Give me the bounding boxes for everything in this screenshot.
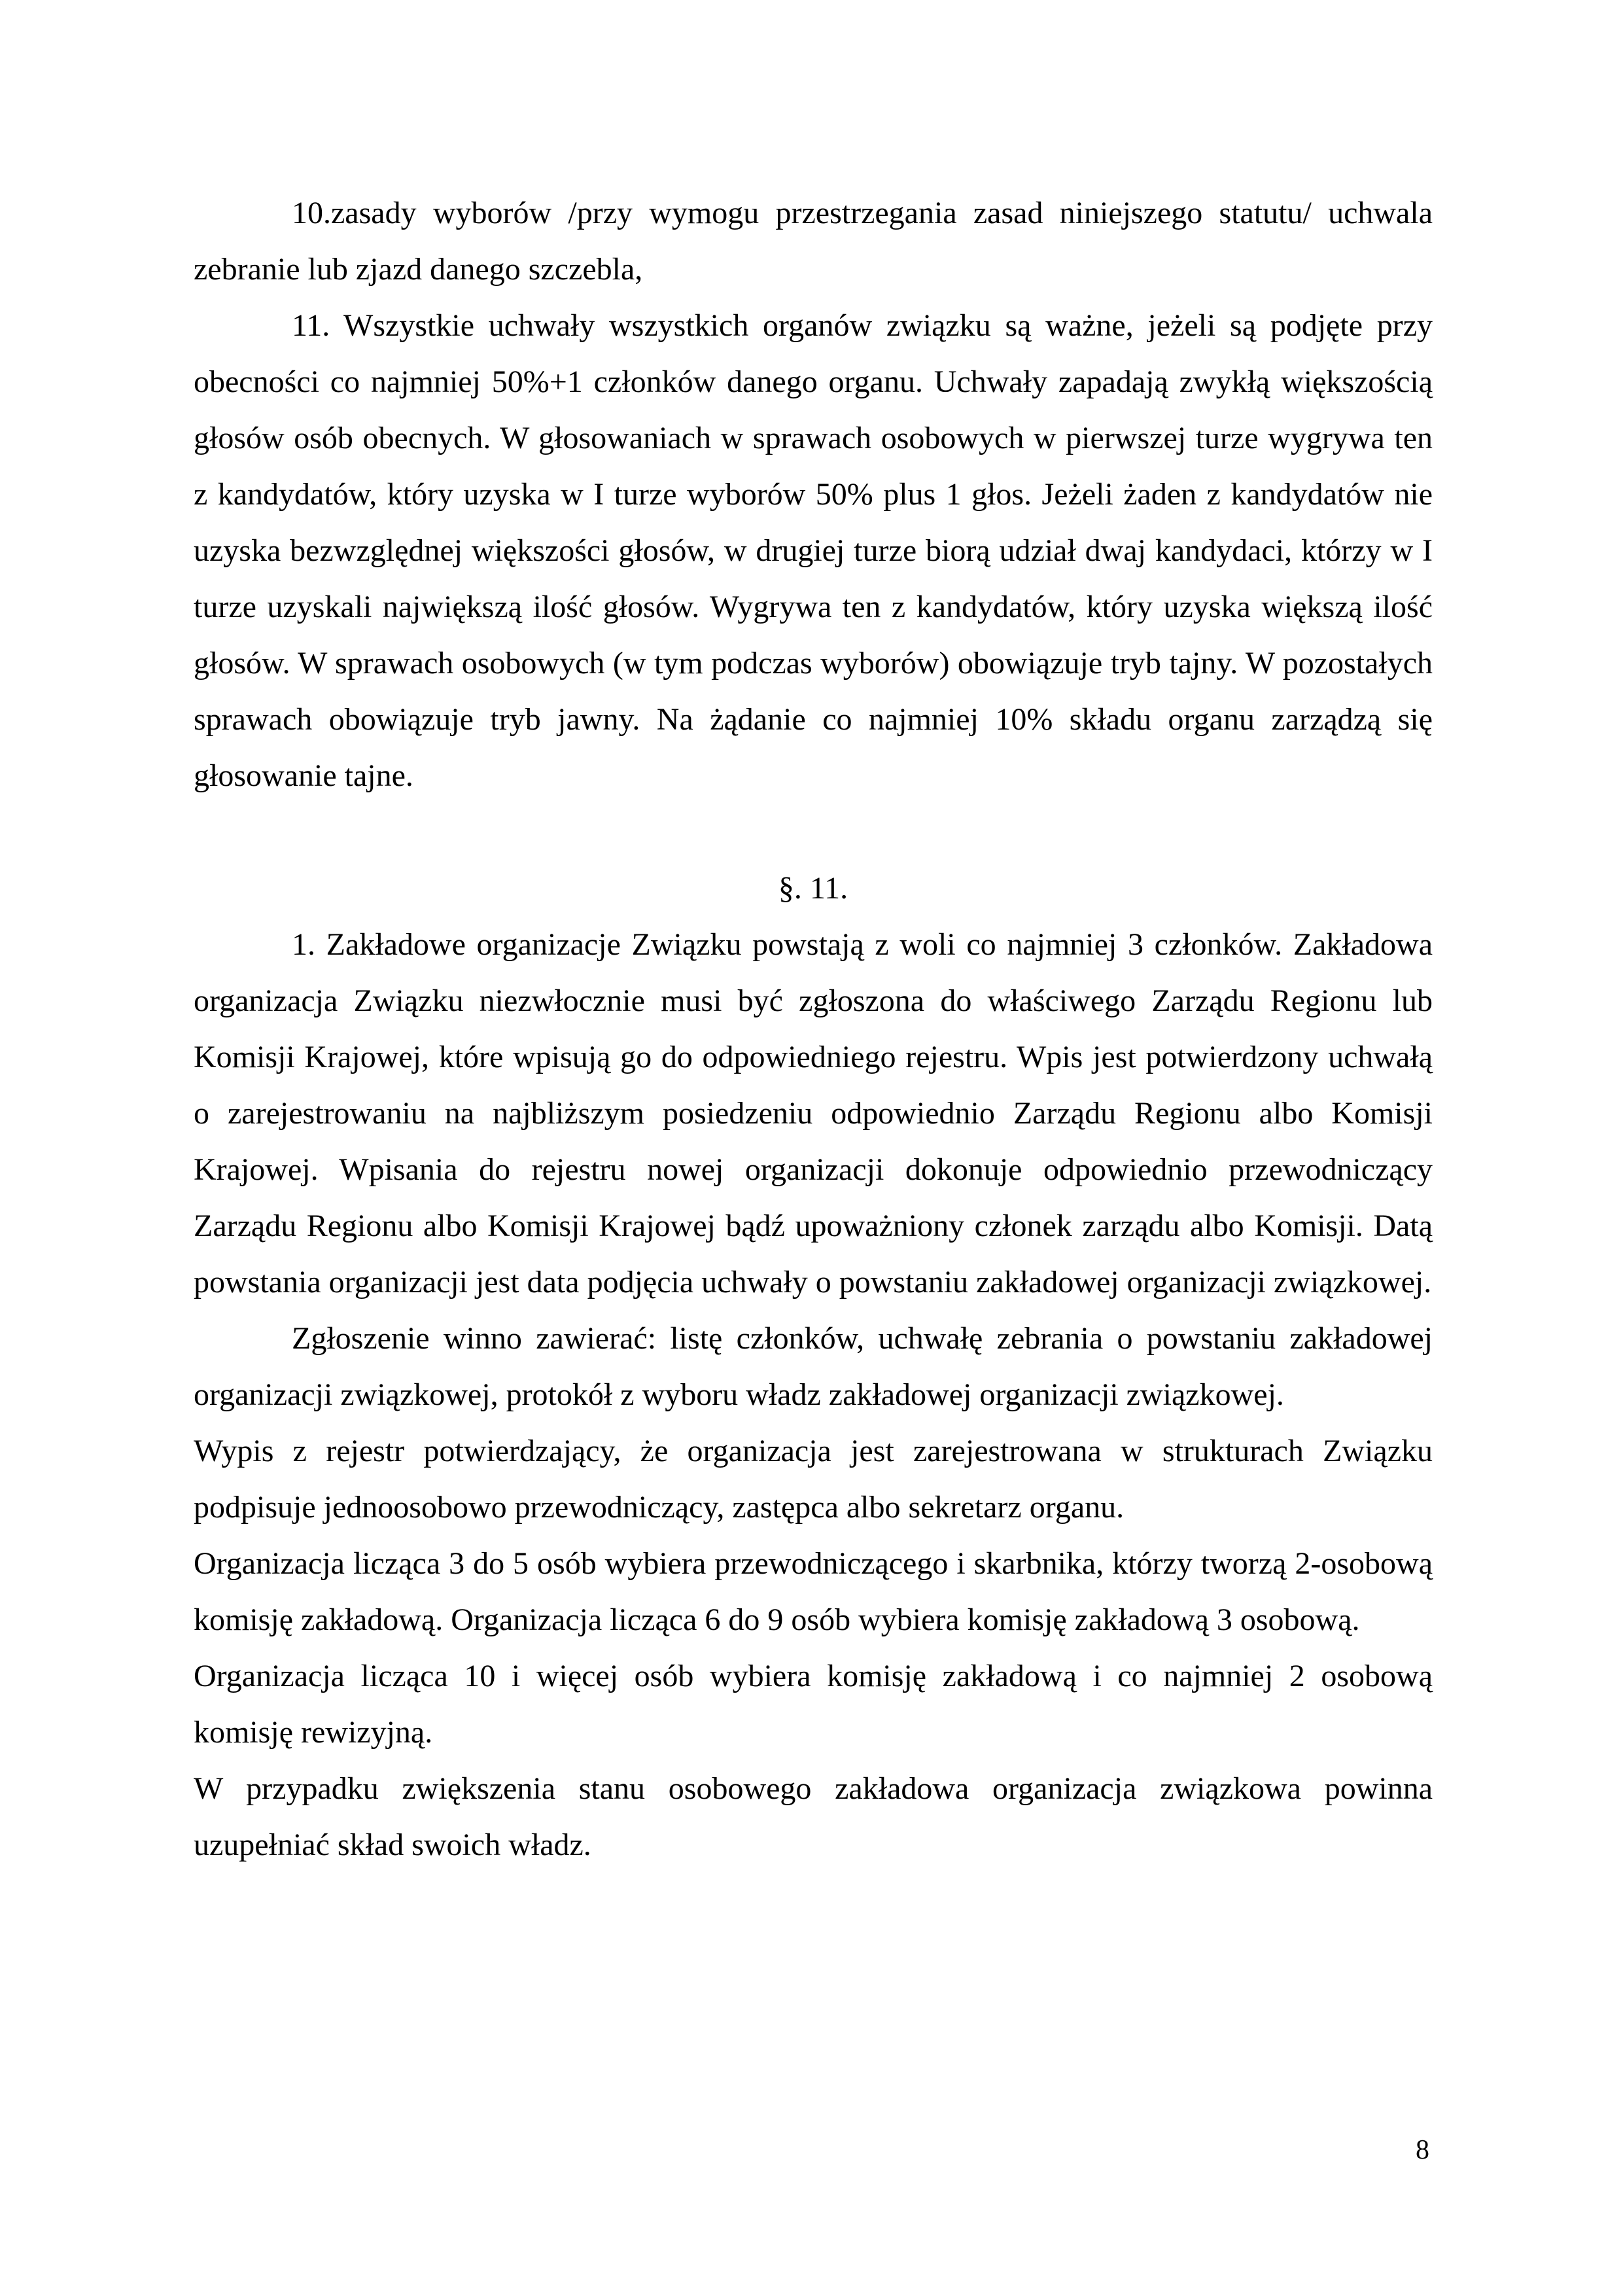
paragraph-item-10: 10.zasady wyborów /przy wymogu przestrzegania zasad niniejszego statutu/ uchwala zebranie lub zjazd danego szczebla, (194, 196, 1433, 287)
paragraph-section-11-item-1: 1. Zakładowe organizacje Związku powstają z woli co najmniej 3 członków. Zakładowa organizacja Związku niezwłocznie musi być zgłoszona do właściwego Zarządu Regionu lub Komisji Krajowej, które wpisują go do odpowiedniego rejestru. Wpis jest potwierdzony uchwałą o zarejestrowaniu na najbliższym posiedzeniu odpowiednio Zarządu Regionu albo Komisji Krajowej. Wpisania do rejestru nowej organizacji dokonuje odpowiednio przewodniczący Zarządu Regionu albo Komisji Krajowej bądź upoważniony członek zarządu albo Komisji. Datą powstania organizacji jest data podjęcia uchwały o powstaniu zakładowej organizacji związkowej. (194, 927, 1433, 1299)
paragraph-organization-10: Organizacja licząca 10 i więcej osób wybiera komisję zakładową i co najmniej 2 osobową komisję rewizyjną. (194, 1659, 1433, 1750)
paragraph-wypis: Wypis z rejestr potwierdzający, że organizacja jest zarejestrowana w strukturach Związku podpisuje jednoosobowo przewodniczący, zastępca albo sekretarz organu. (194, 1434, 1433, 1525)
page-number: 8 (1416, 2135, 1429, 2165)
paragraph-zwiekszenie: W przypadku zwiększenia stanu osobowego zakładowa organizacja związkowa powinna uzupełniać skład swoich władz. (194, 1771, 1433, 1862)
paragraph-organization-3-9: Organizacja licząca 3 do 5 osób wybiera przewodniczącego i skarbnika, którzy tworzą 2-osobową komisję zakładową. Organizacja licząca 6 do 9 osób wybiera komisję zakładową 3 osobową. (194, 1546, 1433, 1637)
paragraph-item-11: 11. Wszystkie uchwały wszystkich organów związku są ważne, jeżeli są podjęte przy obecności co najmniej 50%+1 członków danego organu. Uchwały zapadają zwykłą większością głosów osób obecnych. W głosowaniach w sprawach osobowych w pierwszej turze wygrywa ten z kandydatów, który uzyska w I turze wyborów 50% plus 1 głos. Jeżeli żaden z kandydatów nie uzyska bezwzględnej większości głosów, w drugiej turze biorą udział dwaj kandydaci, którzy w I turze uzyskali największą ilość głosów. Wygrywa ten z kandydatów, który uzyska większą ilość głosów. W sprawach osobowych (w tym podczas wyborów) obowiązuje tryb tajny. W pozostałych sprawach obowiązuje tryb jawny. Na żądanie co najmniej 10% składu organu zarządzą się głosowanie tajne. (194, 308, 1433, 793)
document-page (194, 185, 1433, 1873)
section-heading: §. 11. (778, 871, 848, 906)
paragraph-zgloszenie: Zgłoszenie winno zawierać: listę członków, uchwałę zebrania o powstaniu zakładowej organizacji związkowej, protokół z wyboru władz zakładowej organizacji związkowej. (194, 1321, 1433, 1412)
